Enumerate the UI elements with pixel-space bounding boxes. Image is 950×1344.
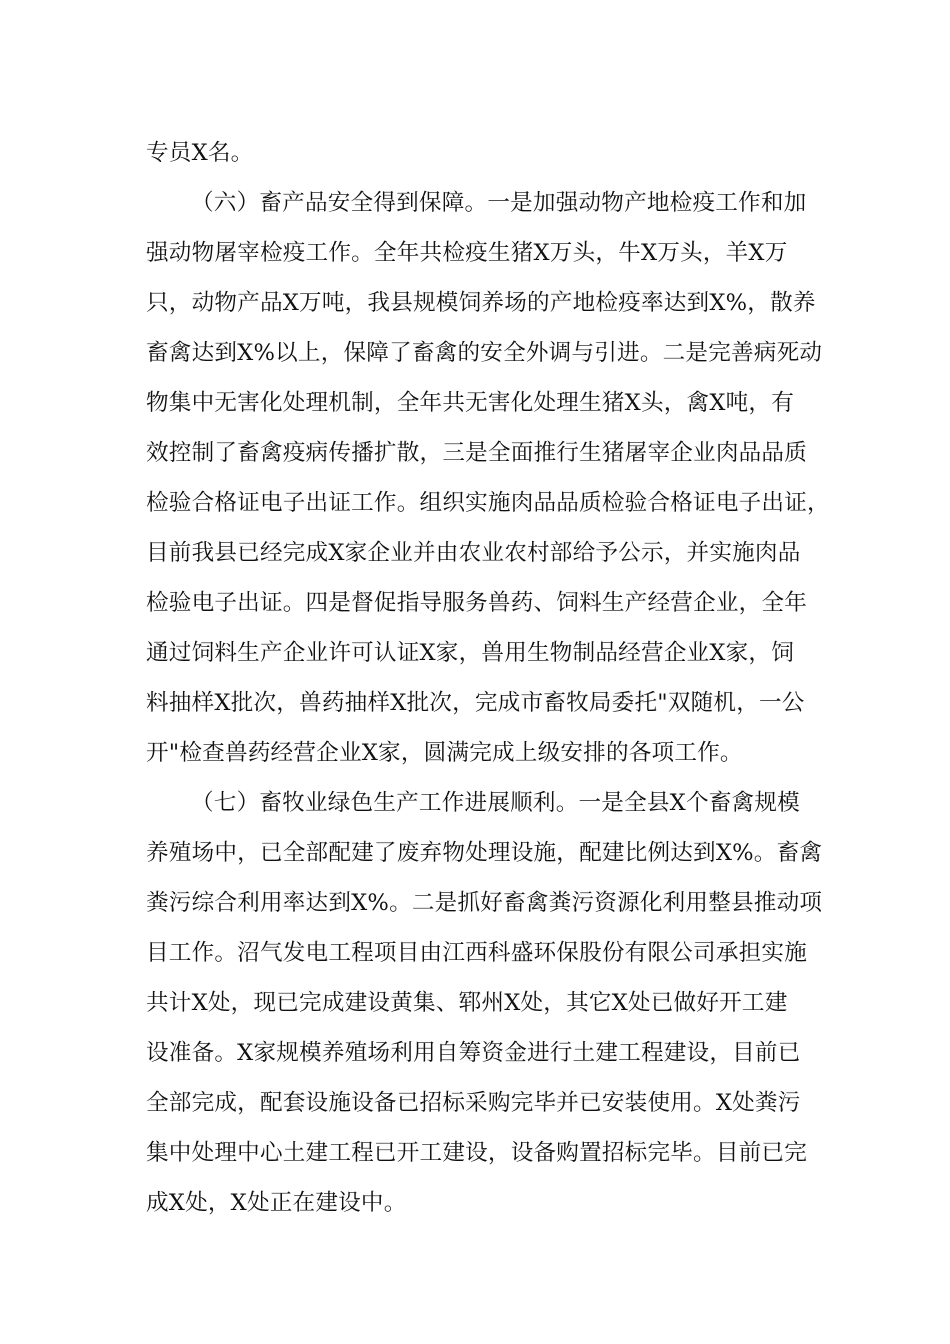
text-line: 强动物屠宰检疫工作。全年共检疫生猪X万头，牛X万头，羊X万 bbox=[146, 240, 788, 266]
text-line: 成X处，X处正在建设中。 bbox=[146, 1190, 407, 1216]
text-line: 检验合格证电子出证工作。组织实施肉品品质检验合格证电子出证， bbox=[146, 490, 830, 516]
text-line: 开"检查兽药经营企业X家，圆满完成上级安排的各项工作。 bbox=[146, 740, 743, 766]
text-line: 畜禽达到X%以上，保障了畜禽的安全外调与引进。二是完善病死动 bbox=[146, 340, 823, 366]
paragraph-start-line: （七）畜牧业绿色生产工作进展顺利。一是全县X个畜禽规模 bbox=[191, 790, 800, 816]
text-line: 只，动物产品X万吨，我县规模饲养场的产地检疫率达到X%，散养 bbox=[146, 290, 816, 316]
text-line: 物集中无害化处理机制，全年共无害化处理生猪X头，禽X吨，有 bbox=[146, 390, 795, 416]
text-line: 检验电子出证。四是督促指导服务兽药、饲料生产经营企业，全年 bbox=[146, 590, 808, 616]
text-line: 目工作。沼气发电工程项目由江西科盛环保股份有限公司承担实施 bbox=[146, 940, 808, 966]
body-text bbox=[146, 128, 830, 1228]
text-line: 效控制了畜禽疫病传播扩散，三是全面推行生猪屠宰企业肉品品质 bbox=[146, 440, 808, 466]
text-line: 粪污综合利用率达到X%。二是抓好畜禽粪污资源化利用整县推动项 bbox=[146, 890, 823, 916]
text-line: 专员X名。 bbox=[146, 140, 254, 166]
text-line: 集中处理中心土建工程已开工建设，设备购置招标完毕。目前已完 bbox=[146, 1140, 808, 1166]
paragraph-start-line: （六）畜产品安全得到保障。一是加强动物产地检疫工作和加 bbox=[191, 190, 807, 216]
text-line: 料抽样X批次，兽药抽样X批次，完成市畜牧局委托"双随机，一公 bbox=[146, 690, 805, 716]
text-line: 养殖场中，已全部配建了废弃物处理设施，配建比例达到X%。畜禽 bbox=[146, 840, 823, 866]
text-line: 共计X处，现已完成建设黄集、郓州X处，其它X处已做好开工建 bbox=[146, 990, 788, 1016]
text-line: 目前我县已经完成X家企业并由农业农村部给予公示，并实施肉品 bbox=[146, 540, 801, 566]
text-line: 全部完成，配套设施设备已招标采购完毕并已安装使用。X处粪污 bbox=[146, 1090, 801, 1116]
text-line: 通过饲料生产企业许可认证X家，兽用生物制品经营企业X家，饲 bbox=[146, 640, 795, 666]
text-line: 设准备。X家规模养殖场利用自筹资金进行土建工程建设，目前已 bbox=[146, 1040, 801, 1066]
